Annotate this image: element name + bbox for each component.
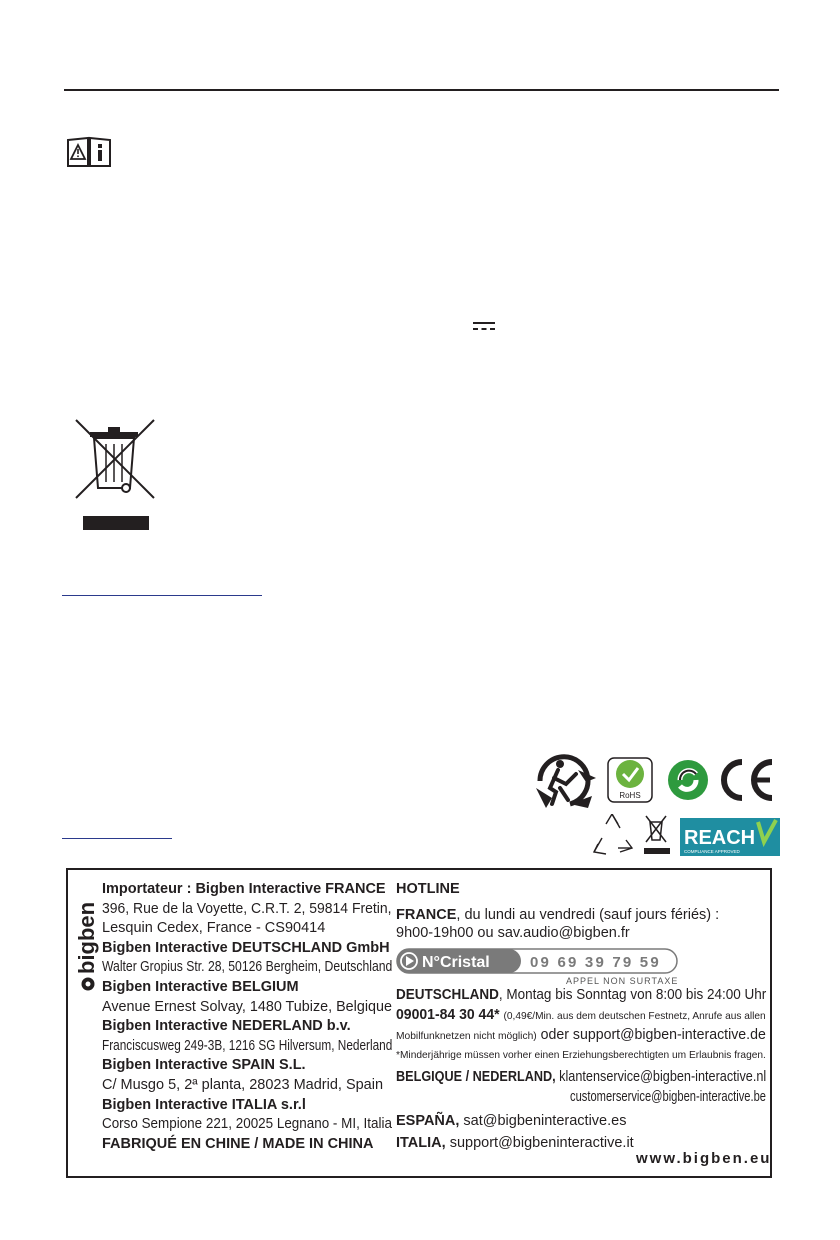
hotline-it: ITALIA, support@bigbeninteractive.it bbox=[396, 1135, 634, 1151]
importer-line: 396, Rue de la Voyette, C.R.T. 2, 59814 Fretin, bbox=[102, 900, 392, 917]
hotline-de-note: *Minderjährige müssen vorher einen Erziehungsberechtigten um Erlaubnis fragen. bbox=[396, 1049, 766, 1061]
hotline-es: ESPAÑA, sat@bigbeninteractive.es bbox=[396, 1113, 627, 1129]
hotline-de: DEUTSCHLAND, Montag bis Sonntag von 8:00 bis 24:00 Uhr bbox=[396, 987, 767, 1003]
cristal-note: APPEL NON SURTAXE bbox=[566, 976, 679, 986]
svg-text:REACH: REACH bbox=[684, 827, 756, 849]
manual-warning-info-icon bbox=[66, 136, 112, 168]
importer-line: FABRIQUÉ EN CHINE / MADE IN CHINA bbox=[102, 1135, 374, 1152]
weee-black-bar bbox=[83, 516, 149, 530]
hotline-title: HOTLINE bbox=[396, 881, 460, 897]
triman-icon bbox=[536, 757, 596, 808]
reach-icon bbox=[680, 818, 780, 856]
green-dot-icon bbox=[668, 760, 708, 800]
cristal-banner bbox=[396, 948, 678, 974]
crossed-bin-small-icon bbox=[644, 816, 670, 854]
dc-symbol-icon bbox=[472, 319, 496, 333]
importer-line: Bigben Interactive DEUTSCHLAND GmbH bbox=[102, 939, 390, 956]
hotline-france-contact: 9h00-19h00 ou sav.audio@bigben.fr bbox=[396, 925, 630, 941]
website-link[interactable]: www.bigben.eu bbox=[636, 1150, 772, 1167]
svg-text:09 69 39 79 59: 09 69 39 79 59 bbox=[530, 954, 661, 971]
hotline-de-email: Mobilfunknetzen nicht möglich) oder support@bigben-interactive.de bbox=[396, 1027, 766, 1043]
importer-line: Avenue Ernest Solvay, 1480 Tubize, Belgique bbox=[102, 998, 392, 1015]
importer-line: Bigben Interactive ITALIA s.r.l bbox=[102, 1096, 306, 1113]
compliance-logos-row-2 bbox=[592, 814, 780, 858]
svg-text:bigben: bigben bbox=[74, 901, 99, 974]
link-underline-2[interactable] bbox=[62, 838, 172, 839]
link-underline-1[interactable] bbox=[62, 595, 262, 596]
rohs-icon bbox=[608, 758, 652, 802]
importer-column bbox=[102, 880, 392, 1160]
svg-text:COMPLIANCE APPROVED: COMPLIANCE APPROVED bbox=[684, 849, 740, 854]
importer-line: Bigben Interactive BELGIUM bbox=[102, 979, 299, 995]
svg-text:N°Cristal: N°Cristal bbox=[422, 954, 490, 971]
compliance-logos-row-1 bbox=[530, 748, 776, 814]
importer-line: Lesquin Cedex, France - CS90414 bbox=[102, 920, 326, 937]
bigben-logo bbox=[68, 872, 104, 992]
crossed-bin-icon bbox=[70, 418, 158, 530]
hotline-france: FRANCE, du lundi au vendredi (sauf jours fériés) : bbox=[396, 907, 720, 923]
importer-line: C/ Musgo 5, 2ª planta, 28023 Madrid, Spain bbox=[102, 1077, 384, 1093]
recycle-icon bbox=[594, 814, 632, 854]
hotline-benelux-2: customerservice@bigben-interactive.be bbox=[570, 1089, 767, 1105]
hotline-column bbox=[396, 880, 766, 1170]
svg-text:RoHS: RoHS bbox=[619, 791, 641, 800]
importer-line: Importateur : Bigben Interactive FRANCE bbox=[102, 881, 386, 897]
top-rule bbox=[64, 89, 779, 91]
importer-line: Franciscusweg 249-3B, 1216 SG Hilversum, Nederland bbox=[102, 1037, 393, 1054]
ce-mark-icon bbox=[724, 762, 772, 798]
importer-line: Bigben Interactive NEDERLAND b.v. bbox=[102, 1018, 351, 1035]
importer-line: Bigben Interactive SPAIN S.L. bbox=[102, 1057, 306, 1074]
hotline-benelux: BELGIQUE / NEDERLAND, klantenservice@bigben-interactive.nl bbox=[396, 1069, 767, 1085]
hotline-de-phone: 09001-84 30 44* (0,49€/Min. aus dem deutschen Festnetz, Anrufe aus allen bbox=[396, 1007, 766, 1023]
importer-line: Corso Sempione 221, 20025 Legnano - MI, Italia bbox=[102, 1116, 392, 1133]
importer-line: Walter Gropius Str. 28, 50126 Bergheim, Deutschland bbox=[102, 959, 393, 976]
